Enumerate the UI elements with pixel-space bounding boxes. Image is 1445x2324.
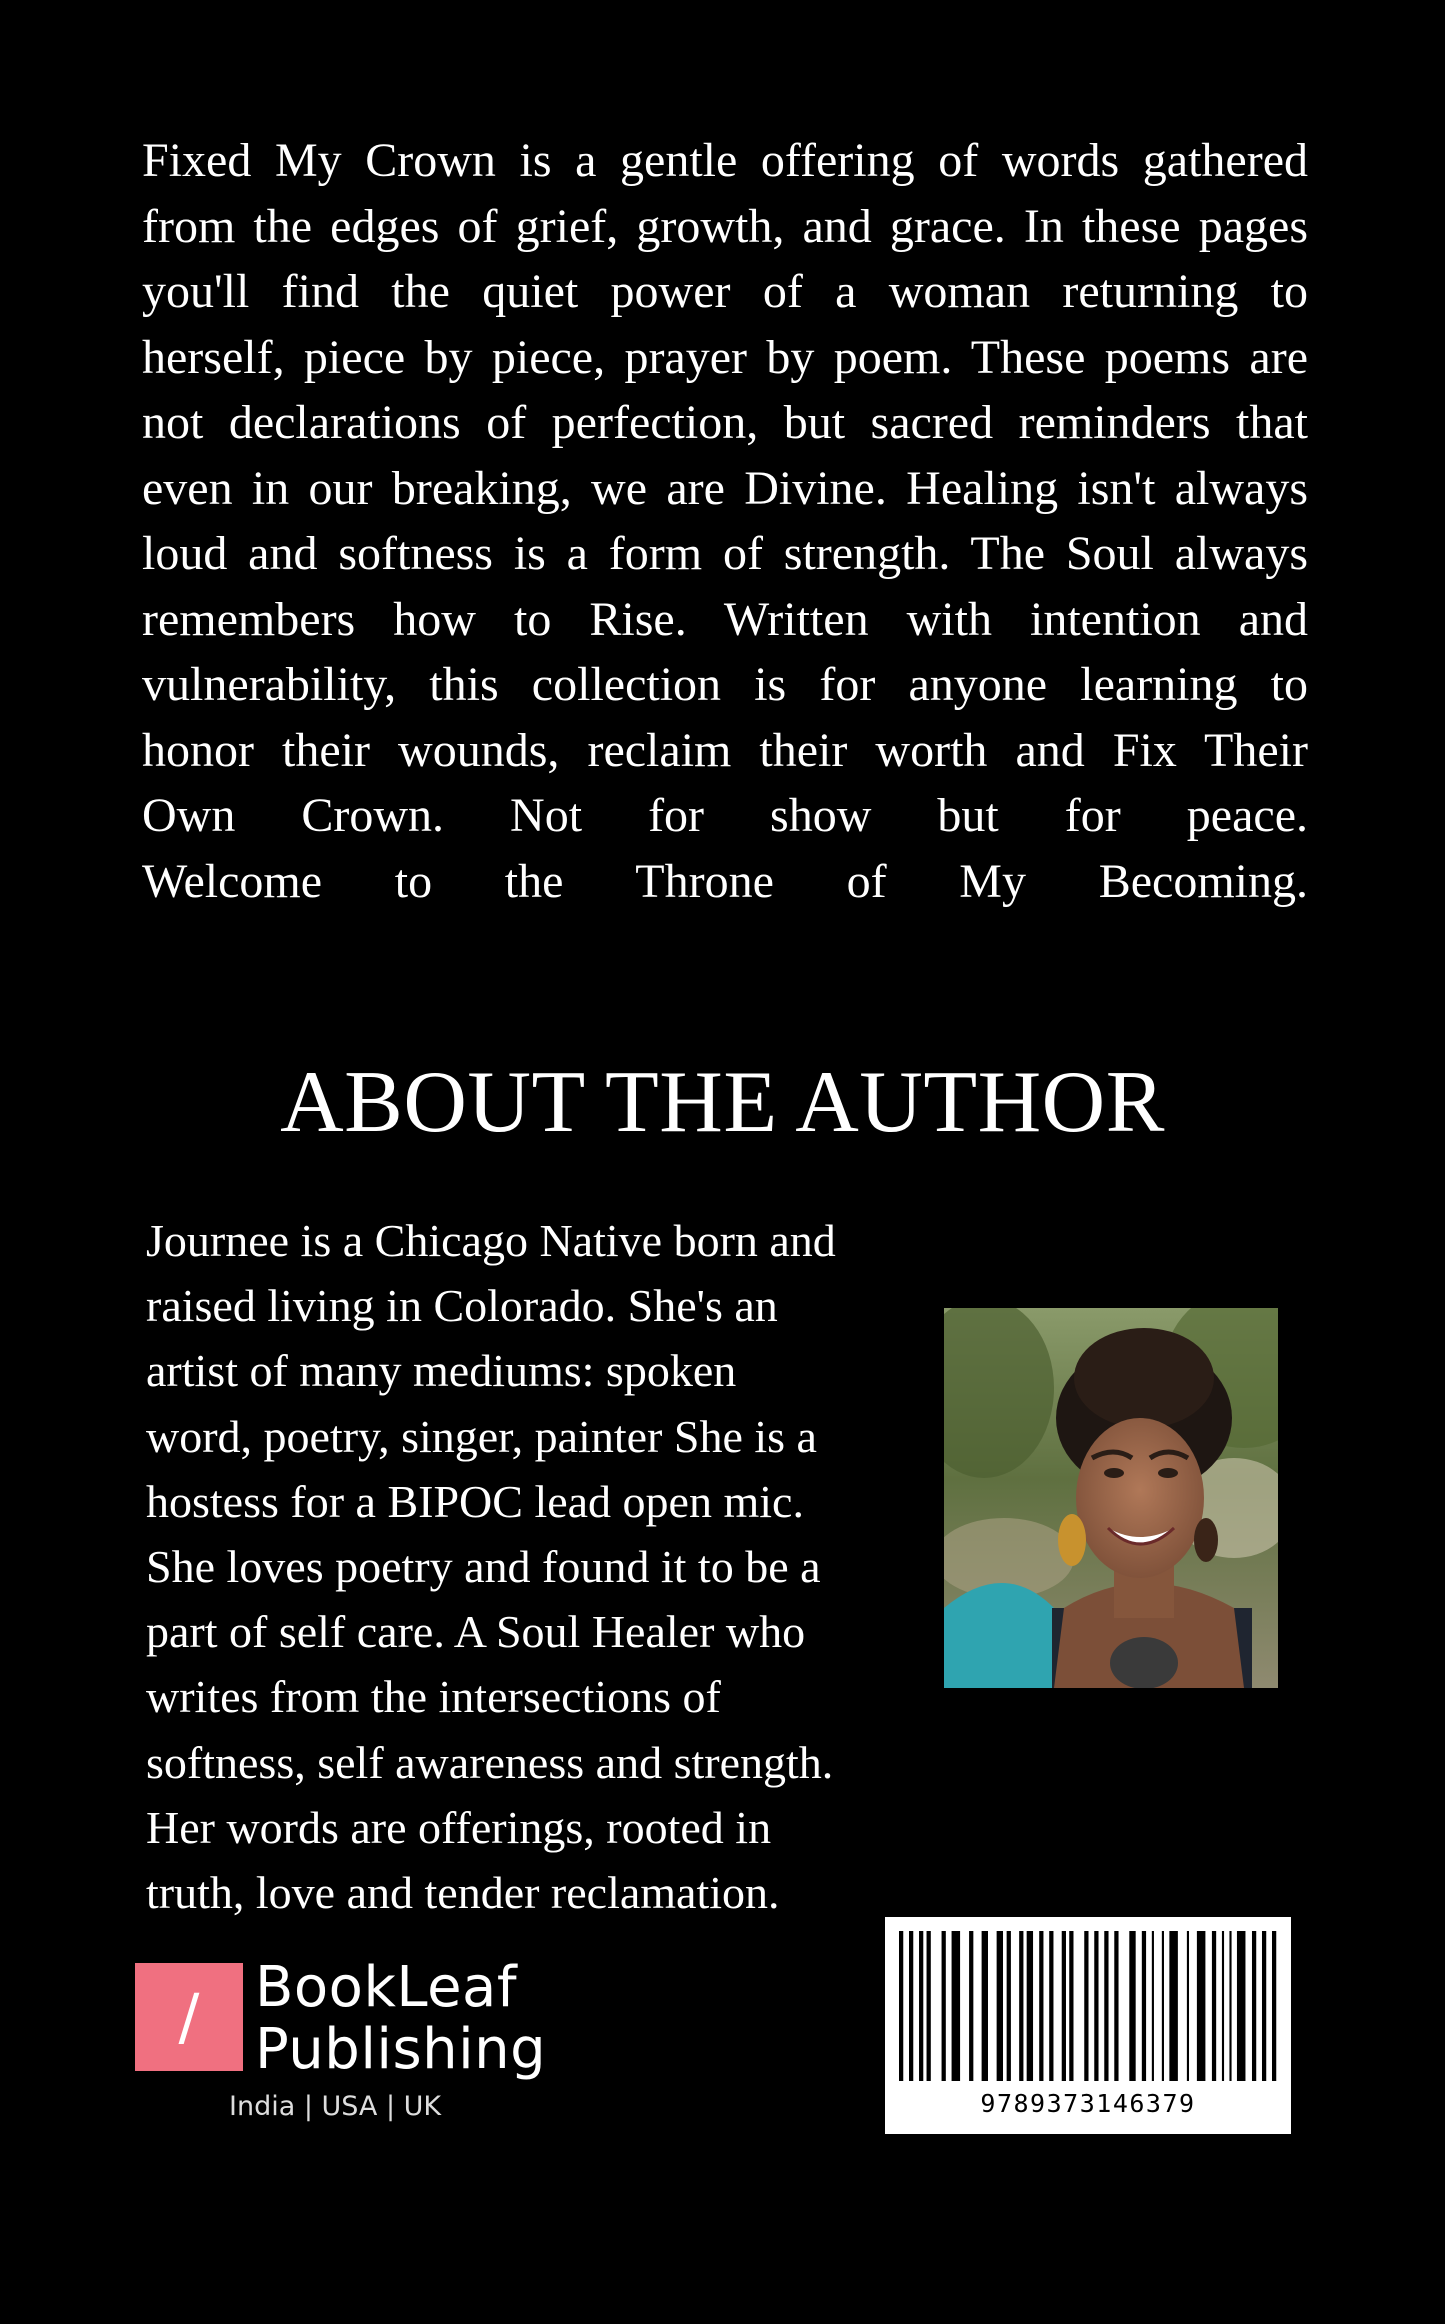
bio-line: artist of many mediums: spoken: [146, 1345, 737, 1397]
author-bio: [146, 1208, 926, 1925]
barcode-bar: [1084, 1931, 1088, 2081]
barcode-bar: [1212, 1931, 1216, 2081]
barcode-bar: [1049, 1931, 1053, 2081]
blurb-line: Welcome to the Throne of My Becoming.: [142, 854, 1308, 908]
isbn-barcode: [885, 1917, 1291, 2134]
publisher-regions: India | USA | UK: [229, 2091, 442, 2122]
barcode-bar: [997, 1931, 1003, 2081]
barcode-bar: [1252, 1931, 1256, 2081]
bio-line: She loves poetry and found it to be a: [146, 1541, 821, 1593]
blurb-line: honor their wounds, reclaim their worth and Fix Their: [142, 723, 1308, 777]
barcode-bar: [1272, 1931, 1276, 2081]
barcode-bar: [919, 1931, 923, 2081]
blurb-line: herself, piece by piece, prayer by poem. These poems are: [142, 330, 1308, 384]
blurb-line: loud and softness is a form of strength. The Soul always: [142, 527, 1308, 580]
blurb-line: Own Crown. Not for show but for peace.: [142, 789, 1308, 842]
blurb-line: from the edges of grief, growth, and grace. In these pages: [142, 199, 1308, 253]
barcode-bar: [909, 1931, 913, 2081]
back-cover-blurb: [142, 128, 1308, 914]
barcode-bar: [942, 1931, 946, 2081]
barcode-bar: [1197, 1931, 1206, 2081]
barcode-bar: [1062, 1931, 1066, 2081]
blurb-line: remembers how to Rise. Written with intention and: [142, 592, 1308, 646]
bio-line: word, poetry, singer, painter She is a: [146, 1410, 817, 1462]
about-author-heading: ABOUT THE AUTHOR: [280, 1054, 1165, 1151]
barcode-bar: [1187, 1931, 1189, 2081]
barcode-bar: [1129, 1931, 1135, 2081]
barcode-bar: [1039, 1931, 1043, 2081]
blurb-line: even in our breaking, we are Divine. Healing isn't always: [142, 461, 1308, 515]
barcode-bar: [1019, 1931, 1023, 2081]
barcode-bar: [1237, 1931, 1246, 2081]
bio-line: Her words are offerings, rooted in: [146, 1801, 772, 1853]
publisher-name-line2: Publishing: [255, 2017, 547, 2082]
barcode-bar: [899, 1931, 903, 2081]
barcode-bar: [1007, 1931, 1011, 2081]
barcode-bar: [1229, 1931, 1231, 2081]
isbn-number: 9789373146379: [980, 2089, 1196, 2118]
barcode-bar: [1114, 1931, 1118, 2081]
bio-line: softness, self awareness and strength.: [146, 1736, 834, 1788]
blurb-line: Fixed My Crown is a gentle offering of words gathered: [142, 134, 1308, 187]
barcode-bar: [927, 1931, 931, 2081]
bio-line: truth, love and tender reclamation.: [146, 1867, 780, 1919]
publisher-name: [255, 1957, 546, 2081]
barcode-bar: [1104, 1931, 1108, 2081]
publisher-logo: [135, 1955, 555, 2128]
barcode-bar: [1069, 1931, 1073, 2081]
bio-line: writes from the intersections of: [146, 1671, 721, 1723]
barcode-bar: [969, 1931, 973, 2081]
barcode-bars: [899, 1931, 1277, 2081]
publisher-logo-mark: [135, 1963, 243, 2071]
bio-line: raised living in Colorado. She's an: [146, 1280, 778, 1332]
barcode-bar: [1094, 1931, 1098, 2081]
barcode-bar: [1222, 1931, 1224, 2081]
barcode-bar: [1027, 1931, 1033, 2081]
author-photo: [944, 1308, 1278, 1688]
blurb-line: not declarations of perfection, but sacred reminders that: [142, 396, 1308, 449]
barcode-bar: [1152, 1931, 1154, 2081]
barcode-bar: [1162, 1931, 1164, 2081]
barcode-bar: [1142, 1931, 1146, 2081]
publisher-name-line1: BookLeaf: [255, 1955, 518, 2020]
slash-icon: /: [178, 1980, 200, 2053]
bio-line: part of self care. A Soul Healer who: [146, 1606, 806, 1658]
blurb-line: you'll find the quiet power of a woman returning to: [142, 265, 1308, 318]
barcode-bar: [952, 1931, 961, 2081]
blurb-line: vulnerability, this collection is for anyone learning to: [142, 658, 1308, 711]
barcode-bar: [1169, 1931, 1178, 2081]
bio-line: hostess for a BIPOC lead open mic.: [146, 1475, 804, 1527]
barcode-bar: [982, 1931, 988, 2081]
bio-line: Journee is a Chicago Native born and: [146, 1215, 836, 1266]
barcode-bar: [1262, 1931, 1266, 2081]
